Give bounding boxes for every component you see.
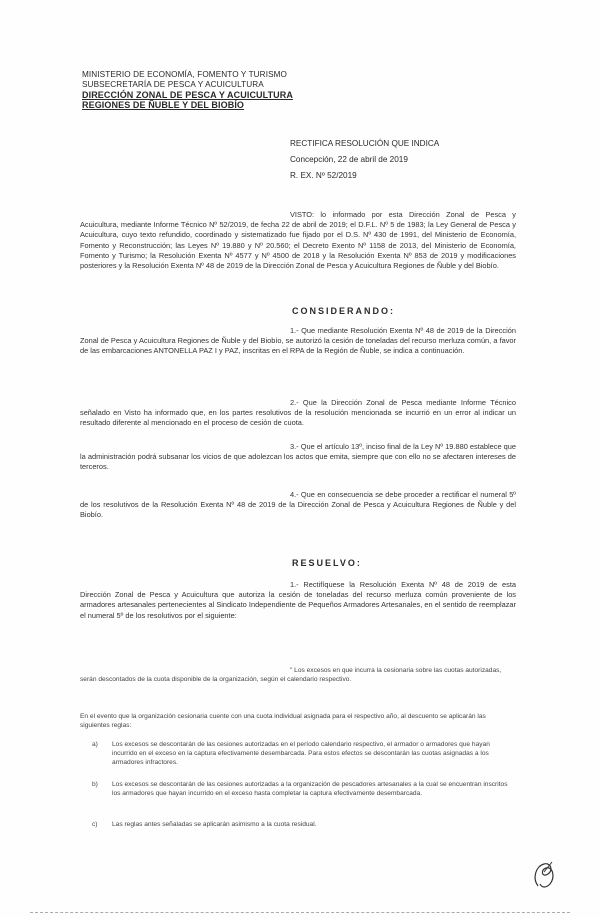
rule-item-a xyxy=(92,740,516,767)
considerando-4: 4.- Que en consecuencia se debe proceder a rectificar el numeral 5º de los resolutivos de la Resolución Exenta Nº 48 de 2019 de la Dirección Zonal de Pesca y Acuicultura Regiones de Ñuble y del Biobío. xyxy=(80,490,516,520)
letterhead-subsecretaria: SUBSECRETARÍA DE PESCA Y ACUICULTURA xyxy=(82,80,264,89)
rule-item-text: Las reglas antes señaladas se aplicarán asimismo a la cuota residual. xyxy=(112,821,317,828)
resuelvo-1: 1.- Rectifíquese la Resolución Exenta Nº 48 de 2019 de esta Dirección Zonal de Pesca y Acuicultura que autoriza la cesión de toneladas del recurso merluza común proveniente de los armadores artesanales pertenecientes al Sindicato Independiente de Pequeños Armadores Artesanales, en el sentido de reemplazar el numeral 5º de los resolutivos por el siguiente: xyxy=(80,580,516,620)
considerando-3: 3.- Que el artículo 13º, inciso final de la Ley Nº 19.880 establece que la administración podrá subsanar los vicios de que adolezcan los actos que emita, siempre que con ello no se afectaren intereses de terceros. xyxy=(80,442,516,472)
letterhead-ministry: MINISTERIO DE ECONOMÍA, FOMENTO Y TURISMO xyxy=(82,70,288,79)
footer-rule xyxy=(30,912,570,915)
rule-item-marker: a) xyxy=(92,741,98,748)
resuelvo-heading: RESUELVO: xyxy=(292,558,362,568)
visto-paragraph: VISTO: lo informado por esta Dirección Zonal de Pesca y Acuicultura, mediante Informe Técnico Nº 52/2019, de fecha 22 de abril de 2019; el D.F.L. Nº 5 de 1983; la Ley General de Pesca y Acuicultura, cuyo texto refundido, coordinado y sistematizado fue fijado por el D.S. Nº 430 de 1991, del Ministerio de Economía, Fomento y Reconstrucción; las Leyes Nº 19.880 y Nº 20.560; el Decreto Exento Nº 1158 de 2013, del Ministerio de Economía, Fomento y Turismo; la Resolución Exenta Nº 4577 y Nº 4500 de 2018 y la Resolución Exenta Nº 853 de 2019 y modificaciones posteriores y la Resolución Exenta Nº 48 de 2019 de la Dirección Zonal de Pesca y Acuicultura Regiones de Ñuble y del Biobío. xyxy=(80,210,516,271)
resolution-place-date: Concepción, 22 de abril de 2019 xyxy=(290,155,408,164)
rule-item-marker: b) xyxy=(92,781,98,788)
letterhead xyxy=(82,70,342,110)
considerando-1: 1.- Que mediante Resolución Exenta Nº 48 de 2019 de la Dirección Zonal de Pesca y Acuicultura Regiones de Ñuble y del Biobío, se autorizó la cesión de toneladas del recurso merluza común, a favor de las embarcaciones ANTONELLA PAZ I y PAZ, inscritas en el RPA de la Región de Ñuble, se indica a continuación. xyxy=(80,326,516,356)
considerando-2: 2.- Que la Dirección Zonal de Pesca mediante Informe Técnico señalado en Visto ha informado que, en los partes resolutivos de la resolución mencionada se incurrió en un error al indicar un resultado diferente al mencionado en el proceso de cesión de cuota. xyxy=(80,398,516,428)
rule-item-text: Los excesos se descontarán de las cesiones autorizadas en el período calendario respectivo, el armador o armadores que hayan incurrido en el exceso en la captura efectivamente desembarcada. Para estos efectos se descontarán las cuotas asignadas a los armadores infractores. xyxy=(112,741,490,766)
letterhead-direccion: DIRECCIÓN ZONAL DE PESCA Y ACUICULTURA xyxy=(82,90,293,100)
letterhead-regiones: REGIONES DE ÑUBLE Y DEL BIOBÍO xyxy=(82,100,245,110)
rule-item-text: Los excesos se descontarán de las cesiones autorizadas a la organización de pescadores artesanales a la cual se encuentran inscritos los armadores que hayan incurrido en el exceso hasta completar la captura efectivamente desembarcada. xyxy=(112,781,508,797)
resuelvo-note-1: " Los excesos en que incurra la cesionaria sobre las cuotas autorizadas, serán descontados de la cuota disponible de la organización, según el calendario respectivo. xyxy=(80,667,502,683)
resolution-title: RECTIFICA RESOLUCIÓN QUE INDICA xyxy=(290,139,440,148)
rule-item-c xyxy=(92,820,516,829)
considerando-heading: CONSIDERANDO: xyxy=(292,306,396,316)
resolution-number: R. EX. Nº 52/2019 xyxy=(290,171,357,180)
signature-initials xyxy=(530,858,560,892)
rule-item-b xyxy=(92,780,516,798)
resuelvo-note-2: En el evento que la organización cesionaria cuente con una cuota individual asignada para el respectivo año, al descuento se aplicarán las siguientes reglas: xyxy=(80,713,486,729)
rule-item-marker: c) xyxy=(92,821,98,828)
resolution-meta xyxy=(290,136,439,184)
